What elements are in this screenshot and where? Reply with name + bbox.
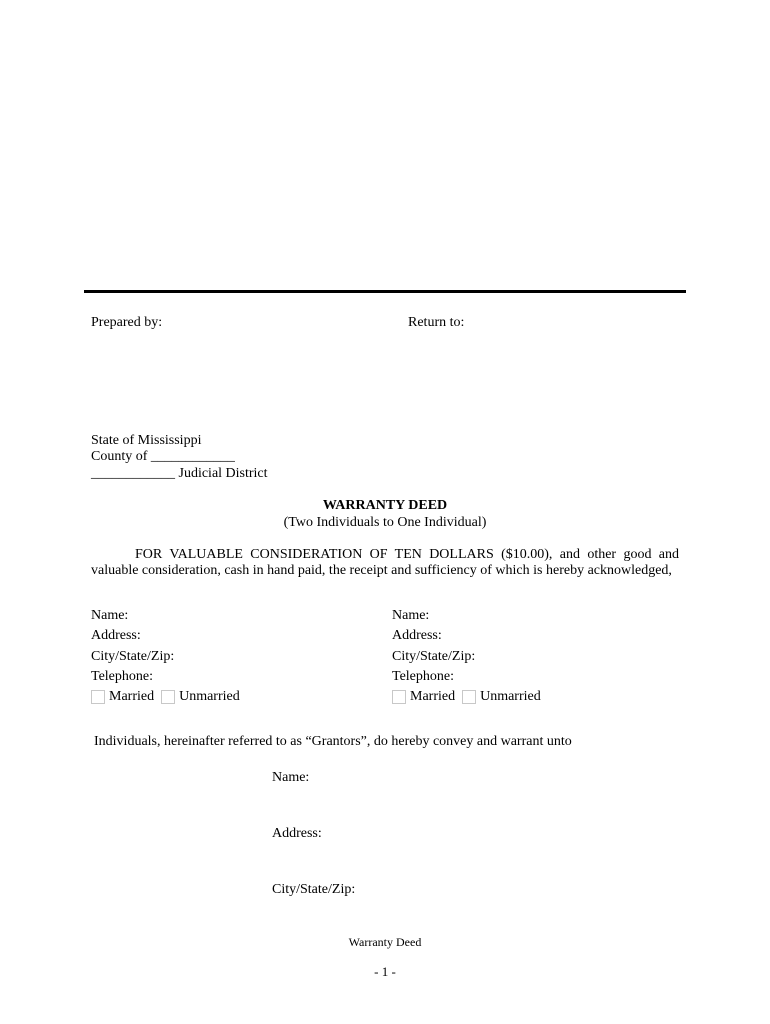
header-divider-rule — [84, 290, 686, 293]
consideration-text: FOR VALUABLE CONSIDERATION OF TEN DOLLARS ($10.00), and other good and valuable consideration, cash in hand paid, the receipt and sufficiency of which is hereby acknowledged, — [91, 547, 679, 578]
page-number: - 1 - — [374, 964, 396, 979]
conveyance-sentence: Individuals, hereinafter referred to as “Grantors”, do hereby convey and warrant unto — [94, 734, 572, 749]
grantor2-address-label: Address: — [392, 628, 442, 643]
grantor1-married-checkbox[interactable] — [91, 690, 105, 704]
grantor2-married-checkbox[interactable] — [392, 690, 406, 704]
grantor2-telephone-label: Telephone: — [392, 669, 454, 684]
grantor2-unmarried-checkbox[interactable] — [462, 690, 476, 704]
grantor1-name-label: Name: — [91, 608, 129, 623]
return-to-label: Return to: — [408, 315, 465, 330]
grantee-name-label: Name: — [272, 770, 310, 785]
prepared-by-label: Prepared by: — [91, 315, 163, 330]
grantor2-city-label: City/State/Zip: — [392, 649, 476, 664]
state-line: State of Mississippi — [91, 433, 202, 448]
grantor1-telephone-label: Telephone: — [91, 669, 153, 684]
footer-document-name: Warranty Deed — [348, 935, 422, 949]
grantor1-city-label: City/State/Zip: — [91, 649, 175, 664]
document-title: WARRANTY DEED — [322, 498, 448, 513]
grantor1-unmarried-label: Unmarried — [179, 689, 240, 704]
grantor2-marital-status — [392, 689, 548, 705]
grantor1-unmarried-checkbox[interactable] — [161, 690, 175, 704]
district-line: ____________ Judicial District — [91, 466, 268, 481]
document-subtitle: (Two Individuals to One Individual) — [283, 515, 487, 530]
grantor2-unmarried-label: Unmarried — [480, 689, 541, 704]
county-line: County of ____________ — [91, 449, 235, 464]
grantee-address-label: Address: — [272, 826, 322, 841]
grantee-city-label: City/State/Zip: — [272, 882, 356, 897]
grantor2-name-label: Name: — [392, 608, 430, 623]
grantor2-married-label: Married — [410, 689, 456, 704]
grantor1-married-label: Married — [109, 689, 155, 704]
grantor1-address-label: Address: — [91, 628, 141, 643]
grantor1-marital-status — [91, 689, 247, 705]
consideration-paragraph — [91, 547, 679, 579]
